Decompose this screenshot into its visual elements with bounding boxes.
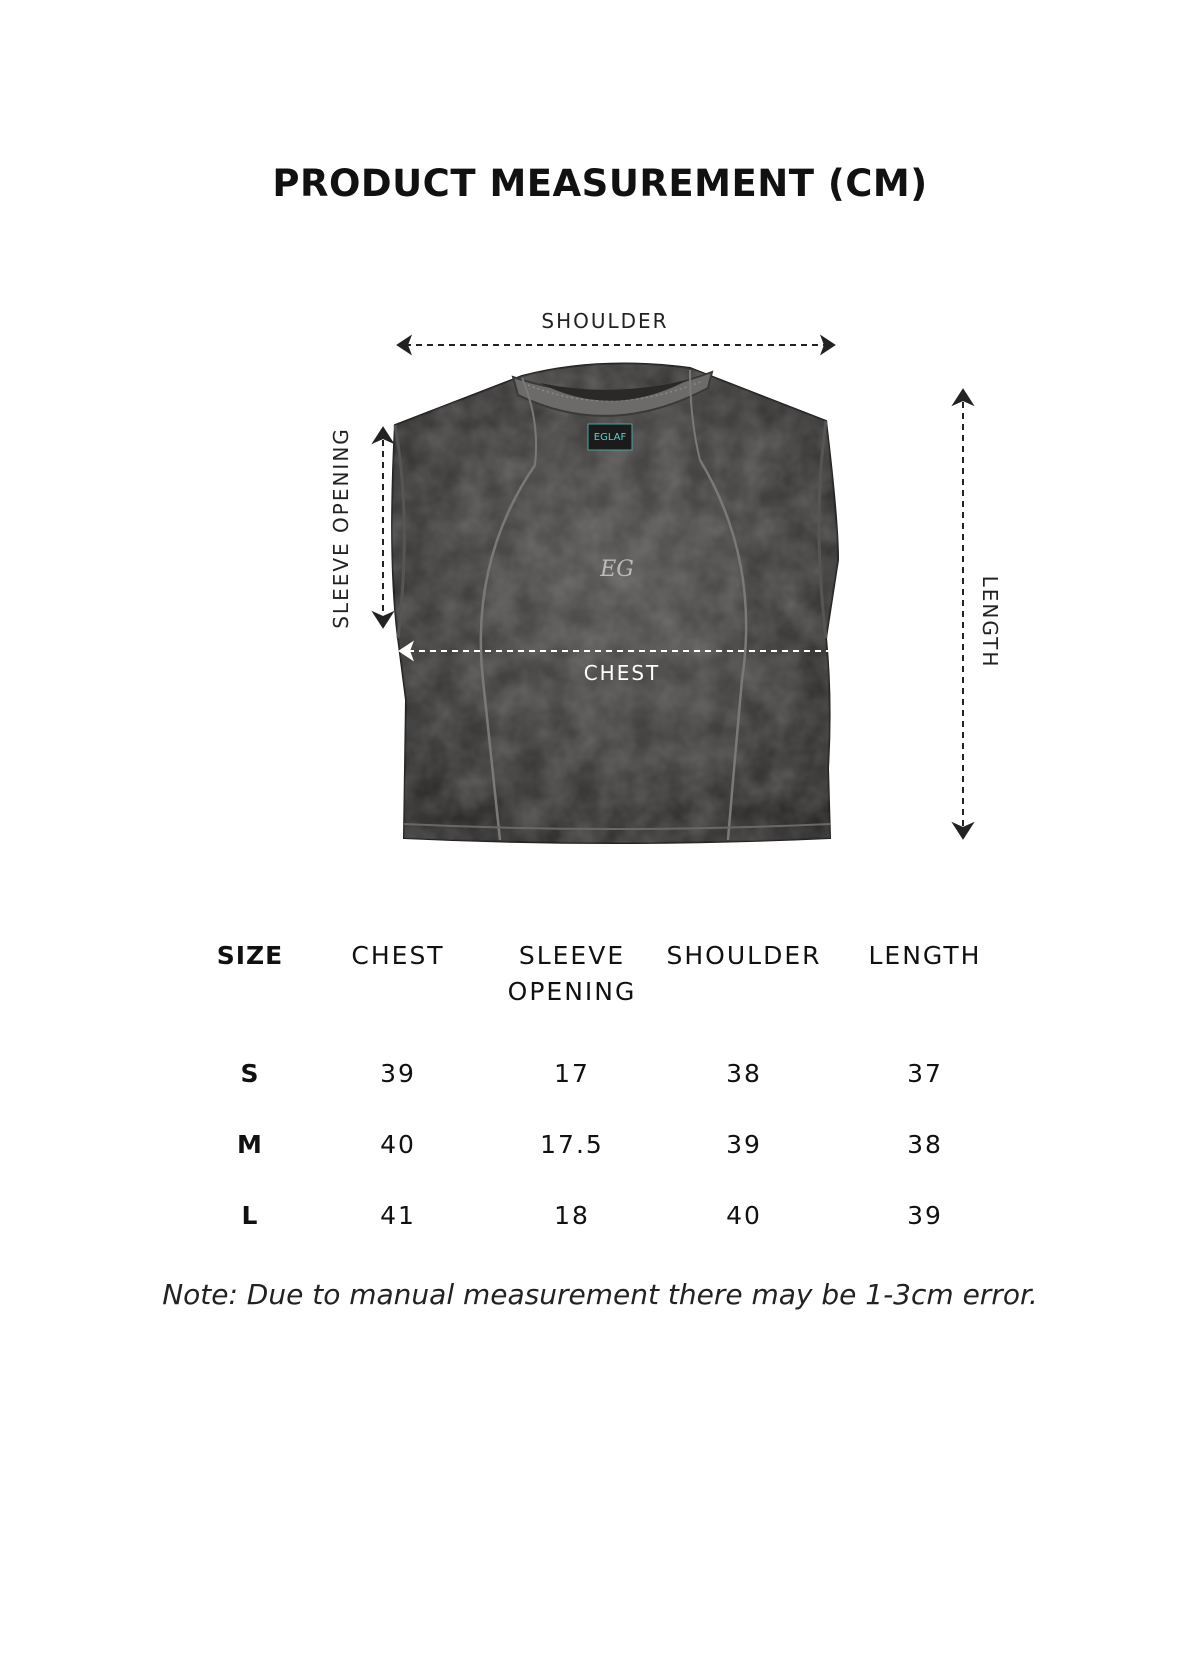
cell-sleeve-opening: 18 [554, 1201, 590, 1230]
cell-length: 38 [907, 1130, 943, 1159]
cell-size: M [237, 1130, 263, 1159]
table-row [190, 1109, 1020, 1180]
cell-chest: 39 [380, 1059, 416, 1088]
header-sleeve-opening [486, 938, 658, 1038]
cell-size: S [240, 1059, 260, 1088]
shoulder-label: SHOULDER [541, 309, 669, 333]
chest-logo: EG [600, 557, 634, 582]
cell-shoulder: 40 [726, 1201, 762, 1230]
neck-tag-text: EGLAF [593, 432, 627, 443]
shoulder-arrow [398, 337, 834, 353]
table-row [190, 1180, 1020, 1251]
sleeve-opening-arrow [374, 428, 392, 627]
size-chart-table [190, 938, 1020, 1251]
length-label: LENGTH [978, 575, 1002, 669]
table-row [190, 1038, 1020, 1109]
header-chest: CHEST [351, 941, 445, 970]
header-sleeve-line-2: OPENING [507, 977, 637, 1006]
sleeve-opening-label: SLEEVE OPENING [329, 427, 353, 629]
cell-shoulder: 39 [726, 1130, 762, 1159]
length-arrow [954, 390, 972, 838]
measurement-note: Note: Due to manual measurement there may be 1-3cm error. [162, 1278, 1038, 1311]
cell-sleeve-opening: 17 [554, 1059, 590, 1088]
cell-size: L [241, 1201, 259, 1230]
cell-shoulder: 38 [726, 1059, 762, 1088]
header-shoulder: SHOULDER [666, 941, 822, 970]
cell-length: 37 [907, 1059, 943, 1088]
header-size: SIZE [216, 941, 284, 970]
header-length: LENGTH [868, 941, 982, 970]
table-header-row [190, 938, 1020, 1038]
cell-chest: 40 [380, 1130, 416, 1159]
header-sleeve-line-1: SLEEVE [518, 941, 626, 970]
neck-tag [588, 424, 632, 450]
cell-chest: 41 [380, 1201, 416, 1230]
page-title: PRODUCT MEASUREMENT (CM) [272, 162, 928, 205]
cell-sleeve-opening: 17.5 [540, 1130, 604, 1159]
cell-length: 39 [907, 1201, 943, 1230]
chest-label: CHEST [583, 661, 661, 685]
